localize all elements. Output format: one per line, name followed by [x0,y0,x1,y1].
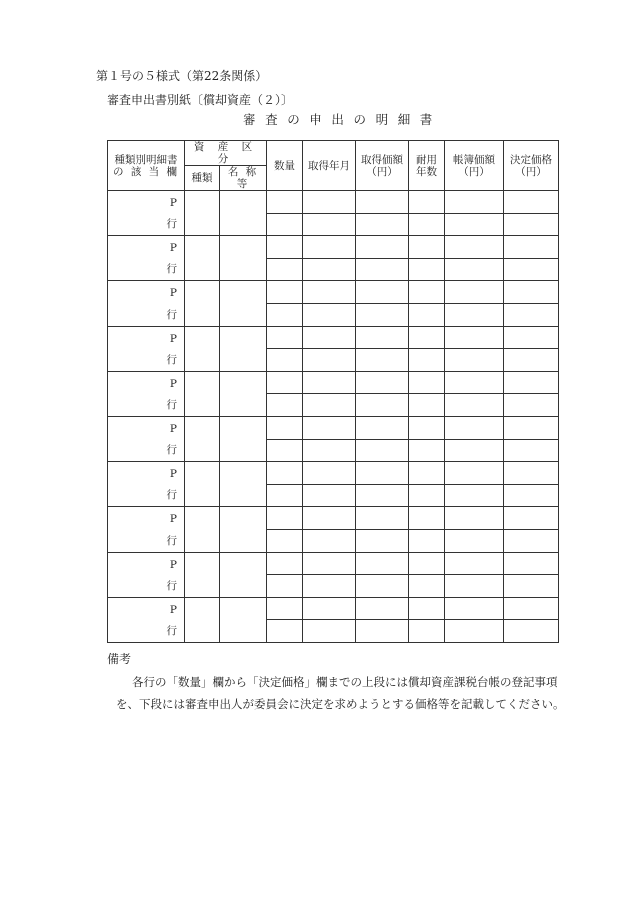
line-label: 行 [166,353,177,366]
line-label: 行 [166,579,177,592]
decided-price-cell-lower[interactable] [504,529,559,552]
quantity-cell-upper[interactable] [267,416,303,439]
useful-life-cell-lower[interactable] [409,213,445,236]
asset-type-cell[interactable] [185,236,220,281]
asset-name-cell[interactable] [220,416,267,461]
acquired-date-cell-lower[interactable] [303,258,356,281]
acquired-date-cell-upper[interactable] [303,507,356,530]
header-quantity: 数量 [267,141,303,191]
acquisition-price-cell-lower[interactable] [356,484,409,507]
book-value-cell-upper[interactable] [445,597,504,620]
quantity-cell-upper[interactable] [267,326,303,349]
category-ref-cell[interactable] [108,281,185,326]
line-label: 行 [166,218,177,231]
decided-price-cell-upper[interactable] [504,371,559,394]
asset-name-cell[interactable] [220,191,267,236]
category-ref-cell[interactable] [108,597,185,642]
decided-price-cell-upper[interactable] [504,326,559,349]
book-value-cell-lower[interactable] [445,213,504,236]
acquisition-price-cell-lower[interactable] [356,529,409,552]
quantity-cell-upper[interactable] [267,507,303,530]
quantity-cell-upper[interactable] [267,597,303,620]
book-value-cell-lower[interactable] [445,529,504,552]
decided-price-cell-lower[interactable] [504,575,559,598]
header-useful-life-line1: 耐用 [416,153,438,166]
category-ref-cell[interactable] [108,236,185,281]
acquired-date-cell-upper[interactable] [303,597,356,620]
book-value-cell-lower[interactable] [445,258,504,281]
acquisition-price-cell-lower[interactable] [356,620,409,643]
acquired-date-cell-upper[interactable] [303,552,356,575]
page-label: P [169,377,177,390]
remarks-text-line1: 各行の「数量」欄から「決定価格」欄までの上段には償却資産課税台帳の登記事項 [132,675,558,689]
decided-price-cell-lower[interactable] [504,620,559,643]
asset-type-cell[interactable] [185,597,220,642]
useful-life-cell-upper[interactable] [409,371,445,394]
category-ref-cell[interactable] [108,552,185,597]
book-value-cell-upper[interactable] [445,371,504,394]
table-row-upper [108,552,559,575]
line-label: 行 [166,398,177,411]
useful-life-cell-lower[interactable] [409,258,445,281]
quantity-cell-upper[interactable] [267,191,303,214]
acquisition-price-cell-upper[interactable] [356,597,409,620]
acquired-date-cell-upper[interactable] [303,236,356,259]
asset-type-cell[interactable] [185,416,220,461]
header-acquisition-price-line1: 取得価額 [361,153,404,166]
acquisition-price-cell-upper[interactable] [356,552,409,575]
book-value-cell-upper[interactable] [445,552,504,575]
line-label: 行 [166,308,177,321]
acquisition-price-cell-upper[interactable] [356,236,409,259]
category-ref-cell[interactable] [108,416,185,461]
asset-name-cell[interactable] [220,326,267,371]
decided-price-cell-upper[interactable] [504,597,559,620]
document-title: 審査の申出の明細書 [243,112,442,127]
line-label: 行 [166,263,177,276]
assessment-detail-table [107,140,559,643]
category-ref-cell[interactable] [108,462,185,507]
useful-life-cell-upper[interactable] [409,552,445,575]
header-acquisition-price [356,141,409,191]
decided-price-cell-upper[interactable] [504,281,559,304]
page-label: P [169,513,177,526]
header-category-ref-line1: 種類別明細書 [114,153,178,166]
decided-price-cell-upper[interactable] [504,416,559,439]
asset-type-cell[interactable] [185,191,220,236]
book-value-cell-lower[interactable] [445,484,504,507]
acquired-date-cell-lower[interactable] [303,439,356,462]
book-value-cell-lower[interactable] [445,349,504,372]
category-ref-cell[interactable] [108,191,185,236]
header-book-value [445,141,504,191]
quantity-cell-upper[interactable] [267,281,303,304]
quantity-cell-lower[interactable] [267,349,303,372]
decided-price-cell-lower[interactable] [504,394,559,417]
quantity-cell-lower[interactable] [267,439,303,462]
remarks-label: 備考 [107,652,132,666]
acquisition-price-cell-lower[interactable] [356,258,409,281]
book-value-cell-upper[interactable] [445,281,504,304]
book-value-cell-upper[interactable] [445,326,504,349]
header-category-ref-line2: の 該 当 欄 [112,165,179,178]
form-number: 第１号の５様式（第22条関係） [96,69,268,83]
useful-life-cell-upper[interactable] [409,281,445,304]
line-label: 行 [166,444,177,457]
decided-price-cell-lower[interactable] [504,439,559,462]
table-body [108,191,559,643]
page-label: P [169,287,177,300]
book-value-cell-upper[interactable] [445,416,504,439]
acquisition-price-cell-lower[interactable] [356,439,409,462]
book-value-cell-lower[interactable] [445,575,504,598]
form-subtitle: 審査申出書別紙〔償却資産（２）〕 [107,93,294,107]
table-row-upper [108,416,559,439]
acquired-date-cell-upper[interactable] [303,281,356,304]
acquisition-price-cell-upper[interactable] [356,281,409,304]
quantity-cell-lower[interactable] [267,303,303,326]
quantity-cell-upper[interactable] [267,236,303,259]
decided-price-cell-upper[interactable] [504,552,559,575]
useful-life-cell-lower[interactable] [409,620,445,643]
decided-price-cell-lower[interactable] [504,303,559,326]
useful-life-cell-upper[interactable] [409,191,445,214]
acquired-date-cell-lower[interactable] [303,303,356,326]
header-decided-price-line1: 決定価格 [510,153,553,166]
quantity-cell-lower[interactable] [267,394,303,417]
acquisition-price-cell-upper[interactable] [356,191,409,214]
asset-type-cell[interactable] [185,371,220,416]
book-value-cell-lower[interactable] [445,303,504,326]
decided-price-cell-lower[interactable] [504,349,559,372]
decided-price-cell-lower[interactable] [504,258,559,281]
useful-life-cell-lower[interactable] [409,439,445,462]
asset-name-cell[interactable] [220,552,267,597]
table-row-upper [108,326,559,349]
header-book-value-line1: 帳簿価額 [453,153,496,166]
book-value-cell-lower[interactable] [445,439,504,462]
useful-life-cell-lower[interactable] [409,303,445,326]
acquired-date-cell-lower[interactable] [303,620,356,643]
asset-type-cell[interactable] [185,326,220,371]
asset-type-cell[interactable] [185,552,220,597]
header-decided-price-line2: （円） [515,165,547,178]
asset-name-cell[interactable] [220,236,267,281]
quantity-cell-lower[interactable] [267,620,303,643]
acquired-date-cell-upper[interactable] [303,416,356,439]
table-row-upper [108,597,559,620]
acquisition-price-cell-lower[interactable] [356,213,409,236]
useful-life-cell-upper[interactable] [409,326,445,349]
table-row-upper [108,371,559,394]
decided-price-cell-upper[interactable] [504,462,559,485]
acquisition-price-cell-lower[interactable] [356,349,409,372]
acquired-date-cell-lower[interactable] [303,213,356,236]
table-row-upper [108,281,559,304]
useful-life-cell-lower[interactable] [409,575,445,598]
useful-life-cell-upper[interactable] [409,507,445,530]
asset-name-cell[interactable] [220,462,267,507]
quantity-cell-lower[interactable] [267,575,303,598]
useful-life-cell-upper[interactable] [409,462,445,485]
quantity-cell-upper[interactable] [267,371,303,394]
line-label: 行 [166,624,177,637]
header-decided-price [504,141,559,191]
acquired-date-cell-lower[interactable] [303,484,356,507]
header-acquired-date: 取得年月 [303,141,356,191]
category-ref-cell[interactable] [108,507,185,552]
useful-life-cell-upper[interactable] [409,236,445,259]
header-category-ref [108,141,185,191]
quantity-cell-lower[interactable] [267,258,303,281]
quantity-cell-lower[interactable] [267,213,303,236]
line-label: 行 [166,534,177,547]
page-label: P [169,332,177,345]
quantity-cell-lower[interactable] [267,484,303,507]
page-label: P [169,422,177,435]
acquisition-price-cell-upper[interactable] [356,416,409,439]
header-book-value-line2: （円） [458,165,490,178]
page-label: P [169,197,177,209]
acquisition-price-cell-upper[interactable] [356,507,409,530]
remarks-text-line2: を、下段には審査申出人が委員会に決定を求めようとする価格等を記載してください。 [116,697,565,711]
decided-price-cell-upper[interactable] [504,507,559,530]
acquired-date-cell-lower[interactable] [303,349,356,372]
table-row-upper [108,507,559,530]
header-asset-name: 名 称 等 [220,166,267,191]
book-value-cell-upper[interactable] [445,507,504,530]
asset-name-cell[interactable] [220,597,267,642]
page-label: P [169,468,177,481]
page-label: P [169,603,177,616]
acquisition-price-cell-upper[interactable] [356,326,409,349]
useful-life-cell-upper[interactable] [409,416,445,439]
quantity-cell-upper[interactable] [267,462,303,485]
header-asset-class: 資 産 区 分 [185,141,267,166]
book-value-cell-upper[interactable] [445,236,504,259]
table-row-upper [108,462,559,485]
table-row-upper [108,236,559,259]
decided-price-cell-upper[interactable] [504,236,559,259]
table-row-upper [108,191,559,214]
useful-life-cell-lower[interactable] [409,484,445,507]
acquired-date-cell-upper[interactable] [303,371,356,394]
page-label: P [169,242,177,255]
useful-life-cell-lower[interactable] [409,349,445,372]
book-value-cell-lower[interactable] [445,394,504,417]
line-label: 行 [166,489,177,502]
book-value-cell-lower[interactable] [445,620,504,643]
acquired-date-cell-lower[interactable] [303,529,356,552]
book-value-cell-upper[interactable] [445,462,504,485]
quantity-cell-lower[interactable] [267,529,303,552]
book-value-cell-upper[interactable] [445,191,504,214]
acquired-date-cell-upper[interactable] [303,326,356,349]
asset-type-cell[interactable] [185,462,220,507]
category-ref-cell[interactable] [108,326,185,371]
acquired-date-cell-upper[interactable] [303,191,356,214]
acquisition-price-cell-lower[interactable] [356,575,409,598]
page-label: P [169,558,177,571]
quantity-cell-upper[interactable] [267,552,303,575]
header-useful-life [409,141,445,191]
useful-life-cell-lower[interactable] [409,394,445,417]
acquisition-price-cell-lower[interactable] [356,394,409,417]
asset-type-cell[interactable] [185,281,220,326]
acquired-date-cell-upper[interactable] [303,462,356,485]
useful-life-cell-lower[interactable] [409,529,445,552]
asset-name-cell[interactable] [220,371,267,416]
useful-life-cell-upper[interactable] [409,597,445,620]
decided-price-cell-lower[interactable] [504,213,559,236]
acquired-date-cell-lower[interactable] [303,394,356,417]
acquisition-price-cell-lower[interactable] [356,303,409,326]
decided-price-cell-upper[interactable] [504,191,559,214]
acquisition-price-cell-upper[interactable] [356,371,409,394]
asset-name-cell[interactable] [220,507,267,552]
header-asset-type: 種類 [185,166,220,191]
acquired-date-cell-lower[interactable] [303,575,356,598]
asset-name-cell[interactable] [220,281,267,326]
category-ref-cell[interactable] [108,371,185,416]
decided-price-cell-lower[interactable] [504,484,559,507]
acquisition-price-cell-upper[interactable] [356,462,409,485]
header-useful-life-line2: 年数 [416,165,438,178]
asset-type-cell[interactable] [185,507,220,552]
header-acquisition-price-line2: （円） [366,165,398,178]
